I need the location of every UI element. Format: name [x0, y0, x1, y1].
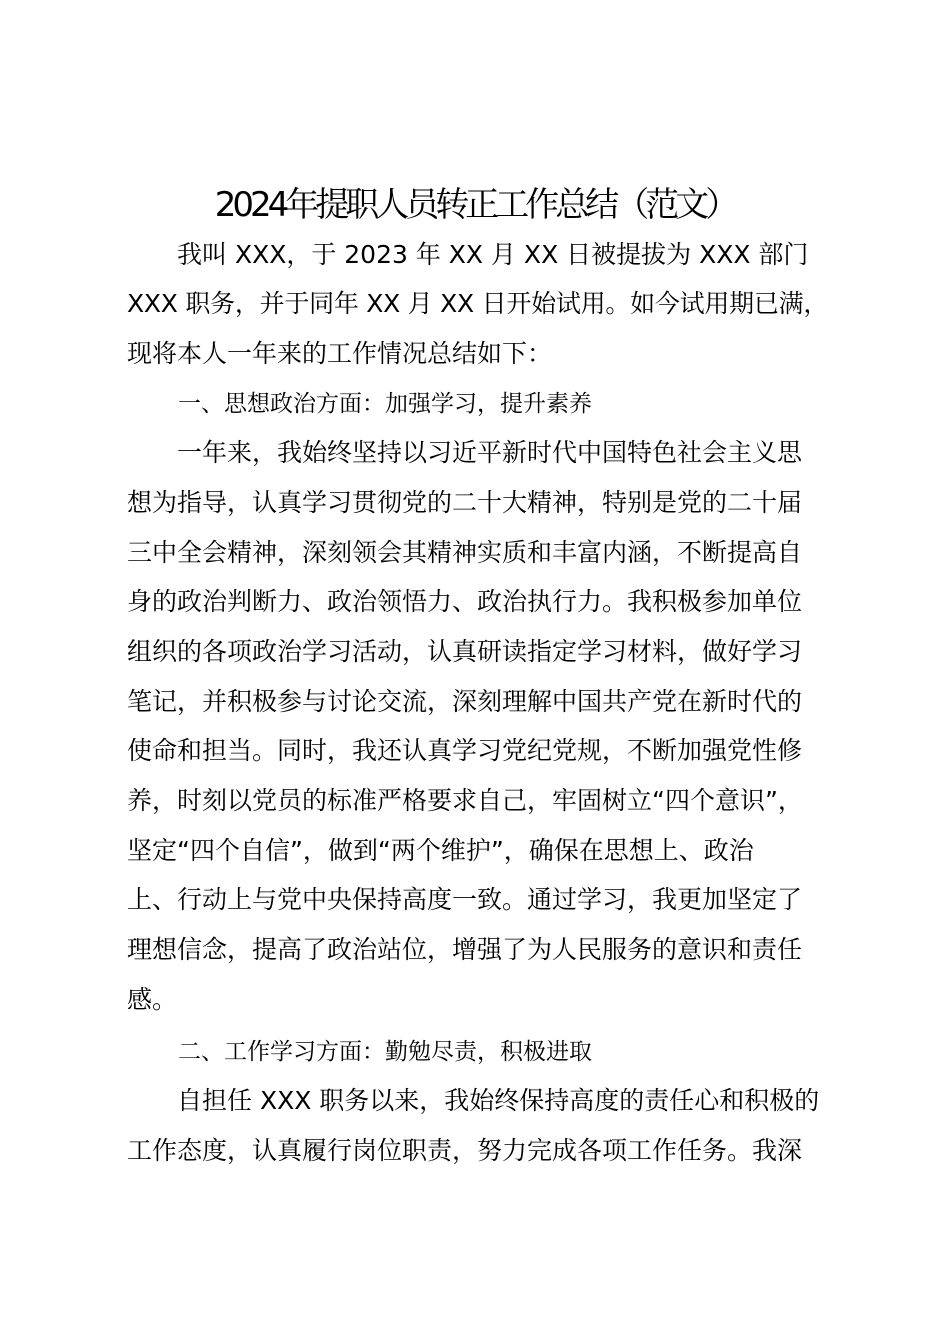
- section-1-heading: 一、思想政治方面：加强学习，提升素养: [178, 391, 592, 417]
- section-1-line: 组织的各项政治学习活动，认真研读指定学习材料，做好学习: [127, 637, 803, 666]
- section-2-heading: 二、工作学习方面：勤勉尽责，积极进取: [178, 1039, 592, 1065]
- section-1-line: 三中全会精神，深刻领会其精神实质和丰富内涵，不断提高自: [127, 538, 803, 567]
- intro-line-3: 现将本人一年来的工作情况总结如下：: [127, 339, 553, 368]
- intro-line-1: 我叫 XXX，于 2023 年 XX 月 XX 日被提拔为 XXX 部门: [127, 240, 809, 269]
- section-1-line: 一年来，我始终坚持以习近平新时代中国特色社会主义思: [127, 438, 803, 467]
- section-1-line: 养，时刻以党员的标准严格要求自己，牢固树立“四个意识”，: [127, 786, 803, 815]
- section-1-line: 理想信念，提高了政治站位，增强了为人民服务的意识和责任: [127, 935, 803, 964]
- document-title: 2024年提职人员转正工作总结（范文）: [214, 185, 736, 225]
- section-1-line: 使命和担当。同时，我还认真学习党纪党规，不断加强党性修: [127, 736, 803, 765]
- section-2-line: 工作态度，认真履行岗位职责，努力完成各项工作任务。我深: [127, 1136, 803, 1165]
- section-1-line: 上、行动上与党中央保持高度一致。通过学习，我更加坚定了: [127, 885, 803, 914]
- section-1-line: 笔记，并积极参与讨论交流，深刻理解中国共产党在新时代的: [127, 687, 803, 716]
- section-1-line: 身的政治判断力、政治领悟力、政治执行力。我积极参加单位: [127, 587, 803, 616]
- intro-line-2: XXX 职务，并于同年 XX 月 XX 日开始试用。如今试用期已满，: [127, 289, 829, 318]
- section-1-line: 感。: [127, 985, 178, 1014]
- section-1-line: 坚定“四个自信”，做到“两个维护”，确保在思想上、政治: [127, 836, 754, 865]
- section-1-line: 想为指导，认真学习贯彻党的二十大精神，特别是党的二十届: [127, 488, 803, 517]
- section-2-line: 自担任 XXX 职务以来，我始终保持高度的责任心和积极的: [127, 1086, 820, 1115]
